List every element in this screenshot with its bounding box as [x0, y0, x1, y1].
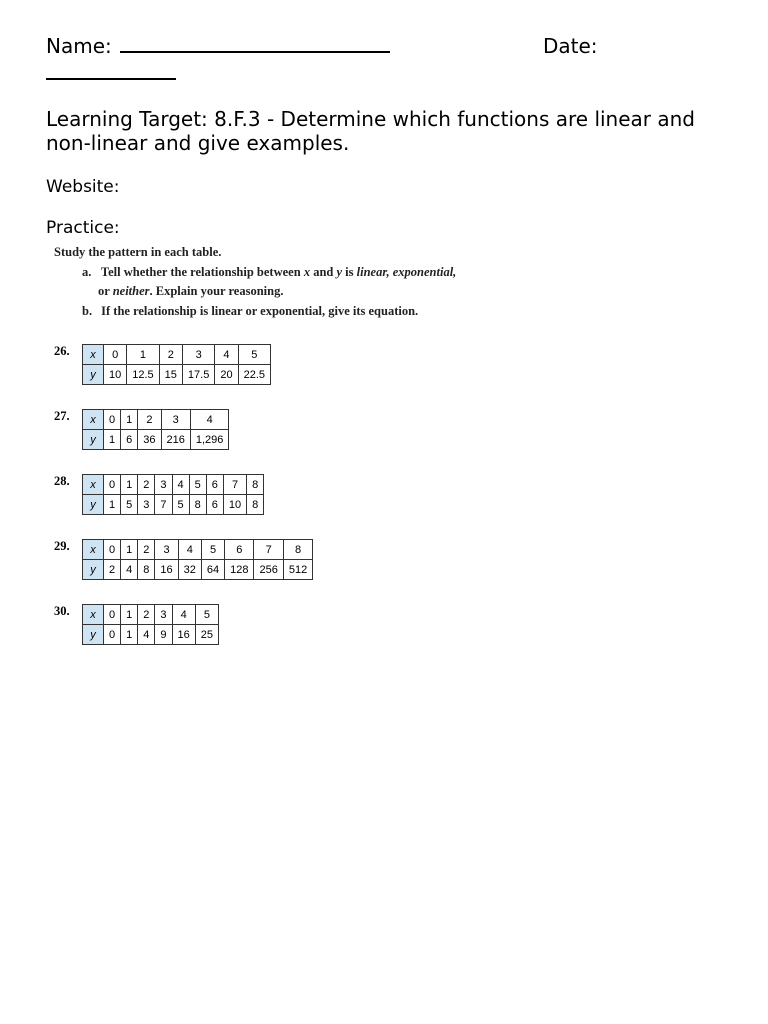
table-cell: 4 — [138, 625, 155, 645]
table-cell: 3 — [155, 540, 178, 560]
row-header-x: x — [83, 410, 104, 430]
table-cell: 1 — [127, 345, 159, 365]
table-cell: 7 — [223, 475, 246, 495]
table-cell: 6 — [206, 475, 223, 495]
table-cell: 1,296 — [190, 430, 229, 450]
table-cell: 4 — [172, 475, 189, 495]
row-header-x: x — [83, 605, 104, 625]
date-blank[interactable] — [46, 78, 176, 80]
website-label: Website: — [46, 177, 120, 197]
name-blank[interactable] — [120, 50, 390, 53]
table-cell: 0 — [104, 625, 121, 645]
instruction-a-neither: neither — [112, 284, 150, 298]
practice-label: Practice: — [46, 218, 120, 238]
table-cell: 8 — [247, 475, 264, 495]
table-cell: 16 — [155, 560, 178, 580]
table-cell: 8 — [138, 560, 155, 580]
function-table — [82, 409, 229, 450]
table-cell: 10 — [104, 365, 127, 385]
table-cell: 2 — [104, 560, 121, 580]
row-header-y: y — [83, 365, 104, 385]
table-cell: 2 — [138, 605, 155, 625]
table-cell: 8 — [189, 495, 206, 515]
instruction-a-line1 — [82, 265, 456, 280]
table-cell: 0 — [104, 345, 127, 365]
table-cell: 2 — [138, 475, 155, 495]
table-cell: 0 — [104, 475, 121, 495]
table-row-y — [83, 560, 313, 580]
table-row-y — [83, 625, 219, 645]
table-cell: 32 — [178, 560, 201, 580]
table-cell: 0 — [104, 410, 121, 430]
table-cell: 4 — [190, 410, 229, 430]
table-cell: 1 — [121, 605, 138, 625]
name-field — [46, 34, 390, 58]
table-cell: 1 — [104, 495, 121, 515]
problem-number: 28. — [54, 474, 70, 488]
table-cell: 6 — [206, 495, 223, 515]
table-cell: 4 — [172, 605, 195, 625]
instruction-b-label: b. — [82, 304, 93, 318]
table-cell: 6 — [121, 430, 138, 450]
table-cell: 3 — [161, 410, 190, 430]
problem-number: 26. — [54, 344, 70, 358]
instruction-a-is: is — [345, 265, 354, 279]
row-header-y: y — [83, 625, 104, 645]
table-cell: 15 — [159, 365, 182, 385]
table-row-y — [83, 365, 271, 385]
instruction-b-text: If the relationship is linear or exponential, give its equation. — [101, 304, 419, 318]
instruction-a-options: linear, exponential, — [356, 265, 457, 279]
function-table — [82, 344, 271, 385]
table-cell: 8 — [283, 540, 312, 560]
date-label: Date: — [543, 34, 598, 58]
instruction-a-text: Tell whether the relationship between — [100, 265, 301, 279]
table-cell: 3 — [182, 345, 214, 365]
table-cell: 7 — [155, 495, 172, 515]
table-cell: 4 — [178, 540, 201, 560]
problem-number: 29. — [54, 539, 70, 553]
learning-target: Learning Target: 8.F.3 - Determine which functions are linear and non-linear and give examples. — [46, 107, 695, 155]
table-cell: 5 — [172, 495, 189, 515]
problem-number: 27. — [54, 409, 70, 423]
table-cell: 3 — [138, 495, 155, 515]
table-row-x — [83, 475, 264, 495]
table-cell: 1 — [121, 540, 138, 560]
instructions-intro: Study the pattern in each table. — [54, 245, 222, 259]
problem-number: 30. — [54, 604, 70, 618]
instruction-a-and: and — [313, 265, 334, 279]
name-label: Name: — [46, 34, 112, 58]
table-cell: 0 — [104, 605, 121, 625]
table-cell: 8 — [247, 495, 264, 515]
row-header-x: x — [83, 475, 104, 495]
row-header-x: x — [83, 345, 104, 365]
instruction-a-explain: . Explain your reasoning. — [149, 284, 284, 298]
table-cell: 6 — [225, 540, 254, 560]
table-cell: 2 — [138, 540, 155, 560]
table-cell: 7 — [254, 540, 283, 560]
instruction-b — [82, 304, 418, 319]
table-cell: 4 — [215, 345, 238, 365]
function-table — [82, 539, 313, 580]
table-cell: 5 — [238, 345, 270, 365]
table-row-y — [83, 430, 229, 450]
instruction-a-y: y — [336, 265, 343, 279]
row-header-x: x — [83, 540, 104, 560]
instruction-a-line2 — [98, 284, 283, 299]
table-cell: 216 — [161, 430, 190, 450]
table-cell: 1 — [121, 410, 138, 430]
table-cell: 12.5 — [127, 365, 159, 385]
table-row-x — [83, 410, 229, 430]
table-cell: 2 — [159, 345, 182, 365]
table-cell: 17.5 — [182, 365, 214, 385]
table-cell: 10 — [223, 495, 246, 515]
table-cell: 16 — [172, 625, 195, 645]
table-cell: 512 — [283, 560, 312, 580]
table-cell: 1 — [121, 475, 138, 495]
table-cell: 128 — [225, 560, 254, 580]
table-cell: 9 — [155, 625, 172, 645]
table-cell: 5 — [121, 495, 138, 515]
table-cell: 64 — [201, 560, 224, 580]
instruction-a-or: or — [98, 284, 110, 298]
table-row-x — [83, 605, 219, 625]
table-cell: 4 — [121, 560, 138, 580]
table-row-y — [83, 495, 264, 515]
row-header-y: y — [83, 430, 104, 450]
table-cell: 22.5 — [238, 365, 270, 385]
row-header-y: y — [83, 495, 104, 515]
table-cell: 5 — [195, 605, 218, 625]
date-field — [543, 34, 598, 58]
table-cell: 2 — [138, 410, 161, 430]
instruction-a-x: x — [303, 265, 311, 279]
table-cell: 3 — [155, 605, 172, 625]
instruction-a-label: a. — [82, 265, 92, 279]
row-header-y: y — [83, 560, 104, 580]
table-cell: 1 — [121, 625, 138, 645]
table-row-x — [83, 540, 313, 560]
function-table — [82, 604, 219, 645]
table-cell: 5 — [189, 475, 206, 495]
table-cell: 256 — [254, 560, 283, 580]
table-cell: 25 — [195, 625, 218, 645]
table-cell: 0 — [104, 540, 121, 560]
function-table — [82, 474, 264, 515]
table-cell: 20 — [215, 365, 238, 385]
table-row-x — [83, 345, 271, 365]
table-cell: 3 — [155, 475, 172, 495]
table-cell: 1 — [104, 430, 121, 450]
table-cell: 36 — [138, 430, 161, 450]
table-cell: 5 — [201, 540, 224, 560]
